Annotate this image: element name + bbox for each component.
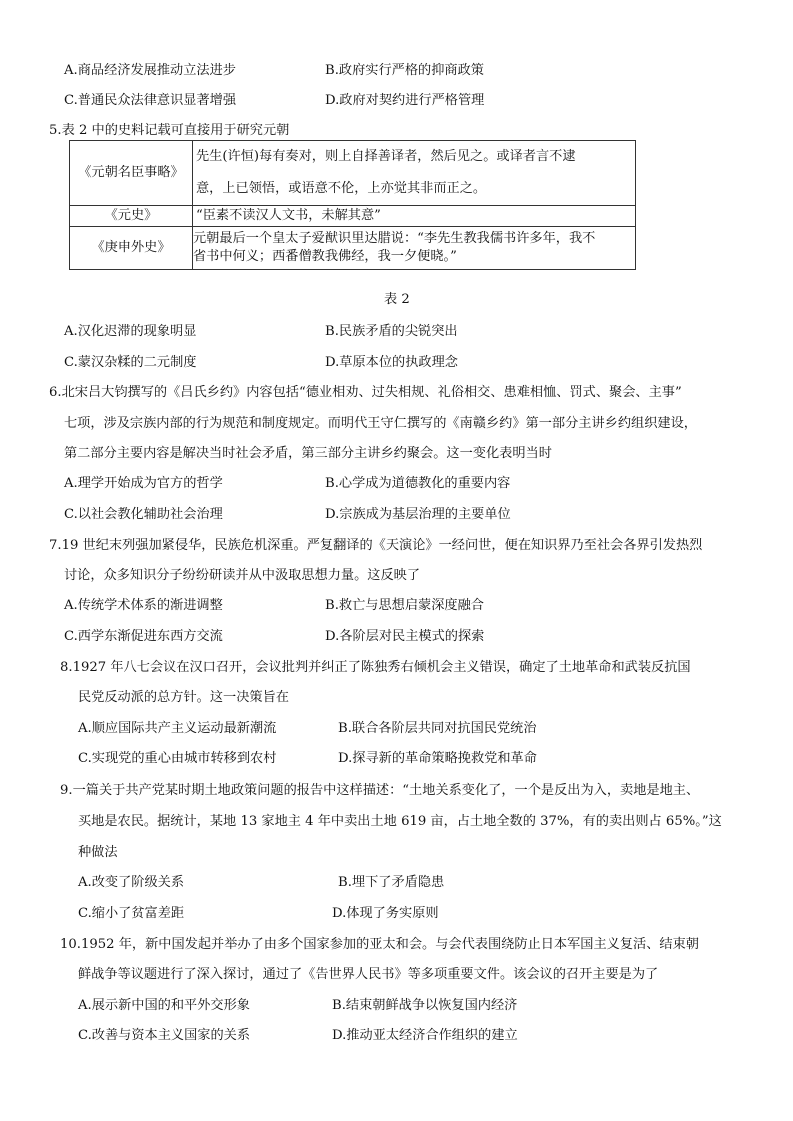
q8-stem-line: 8.1927 年八七会议在汉口召开，会议批判并纠正了陈独秀右倾机会主义错误，确定了土地革命和武装反抗国	[60, 660, 691, 675]
q7-option-a: A.传统学术体系的渐进调整	[64, 598, 223, 613]
q6-stem-line: 七项，涉及宗族内部的行为规范和制度规定。而明代王守仁撰写的《南赣乡约》第一部分主讲乡约组织建设，	[64, 416, 697, 431]
table-source-cell: 《元史》	[70, 206, 193, 227]
q6-stem-line: 6.北宋吕大钧撰写的《吕氏乡约》内容包括“德业相劝、过失相规、礼俗相交、患难相恤、罚式、聚会、主事”	[49, 385, 682, 400]
q10-stem-line: 鲜战争等议题进行了深入探讨，通过了《告世界人民书》等多项重要文件。该会议的召开主要是为了	[78, 967, 659, 982]
q10-stem-line: 10.1952 年，新中国发起并举办了由多个国家参加的亚太和会。与会代表围绕防止日本军国主义复活、结束朝	[60, 937, 699, 952]
q8-option-d: D.探寻新的革命策略挽救党和革命	[338, 751, 537, 766]
q5-option-b: B.民族矛盾的尖锐突出	[325, 324, 458, 339]
table-text-line: 意，上已领悟，或语意不伦，上亦觉其非而正之。	[196, 181, 487, 196]
table-text-line: 省书中何义；西番僧教我佛经，我一夕便晓。”	[193, 249, 457, 264]
q6-option-d: D.宗族成为基层治理的主要单位	[325, 507, 511, 522]
q5-option-d: D.草原本位的执政理念	[325, 355, 458, 370]
q10-option-d: D.推动亚太经济合作组织的建立	[332, 1028, 518, 1043]
q8-option-a: A.顺应国际共产主义运动最新潮流	[78, 721, 277, 736]
q9-stem-line: 买地是农民。据统计，某地 13 家地主 4 年中卖出土地 619 亩，占土地全数的 37%，有的卖出则占 65%。”这	[78, 814, 722, 829]
q5-stem: 5.表 2 中的史料记载可直接用于研究元朝	[49, 123, 290, 138]
table-text-line: 元朝最后一个皇太子爱猷识里达腊说：“李先生教我儒书许多年，我不	[193, 231, 596, 246]
table-row	[70, 227, 636, 270]
table-row	[70, 141, 636, 206]
q7-option-b: B.救亡与思想启蒙深度融合	[325, 598, 484, 613]
table-text-cell: “臣素不读汉人文书，未解其意”	[193, 206, 636, 227]
table-row	[70, 206, 636, 227]
q7-stem-line: 讨论，众多知识分子纷纷研读并从中汲取思想力量。这反映了	[64, 568, 421, 583]
q9-option-d: D.体现了务实原则	[332, 906, 439, 921]
q10-option-a: A.展示新中国的和平外交形象	[78, 998, 250, 1013]
q8-option-c: C.实现党的重心由城市转移到农村	[78, 751, 277, 766]
q4-option-c: C.普通民众法律意识显著增强	[64, 93, 237, 108]
table-text-line: 先生(许恒)每有奏对，则上自择善译者，然后见之。或译者言不逮	[196, 149, 576, 164]
q10-option-c: C.改善与资本主义国家的关系	[78, 1028, 251, 1043]
q8-stem-line: 民党反动派的总方针。这一决策旨在	[78, 690, 289, 705]
q6-option-a: A.理学开始成为官方的哲学	[64, 476, 223, 491]
q6-option-b: B.心学成为道德教化的重要内容	[325, 476, 511, 491]
q6-stem-line: 第二部分主要内容是解决当时社会矛盾，第三部分主讲乡约聚会。这一变化表明当时	[64, 446, 552, 461]
table-source-cell: 《庚申外史》	[70, 227, 193, 270]
q4-option-b: B.政府实行严格的抑商政策	[325, 63, 484, 78]
q6-option-c: C.以社会教化辅助社会治理	[64, 507, 223, 522]
table-text-cell	[193, 141, 636, 206]
q5-source-table	[69, 140, 636, 270]
table-caption: 表 2	[384, 292, 410, 307]
q4-option-d: D.政府对契约进行严格管理	[325, 93, 485, 108]
q9-option-b: B.埋下了矛盾隐患	[338, 875, 445, 890]
q9-option-c: C.缩小了贫富差距	[78, 906, 185, 921]
q9-stem-line: 种做法	[78, 845, 118, 860]
q9-option-a: A.改变了阶级关系	[78, 875, 185, 890]
q10-option-b: B.结束朝鲜战争以恢复国内经济	[332, 998, 518, 1013]
q7-stem-line: 7.19 世纪末列强加紧侵华，民族危机深重。严复翻译的《天演论》一经问世，便在知识界乃至社会各界引发热烈	[49, 538, 703, 553]
table-text-cell	[193, 227, 636, 270]
table-source-cell: 《元朝名臣事略》	[70, 141, 193, 206]
q9-stem-line: 9.一篇关于共产党某时期土地政策问题的报告中这样描述：“土地关系变化了，一个是反出为入，卖地是地主、	[60, 783, 700, 798]
q7-option-c: C.西学东渐促进东西方交流	[64, 629, 223, 644]
q4-option-a: A.商品经济发展推动立法进步	[64, 63, 236, 78]
q5-option-a: A.汉化迟滞的现象明显	[64, 324, 197, 339]
q8-option-b: B.联合各阶层共同对抗国民党统治	[338, 721, 537, 736]
q5-option-c: C.蒙汉杂糅的二元制度	[64, 355, 197, 370]
q7-option-d: D.各阶层对民主模式的探索	[325, 629, 485, 644]
